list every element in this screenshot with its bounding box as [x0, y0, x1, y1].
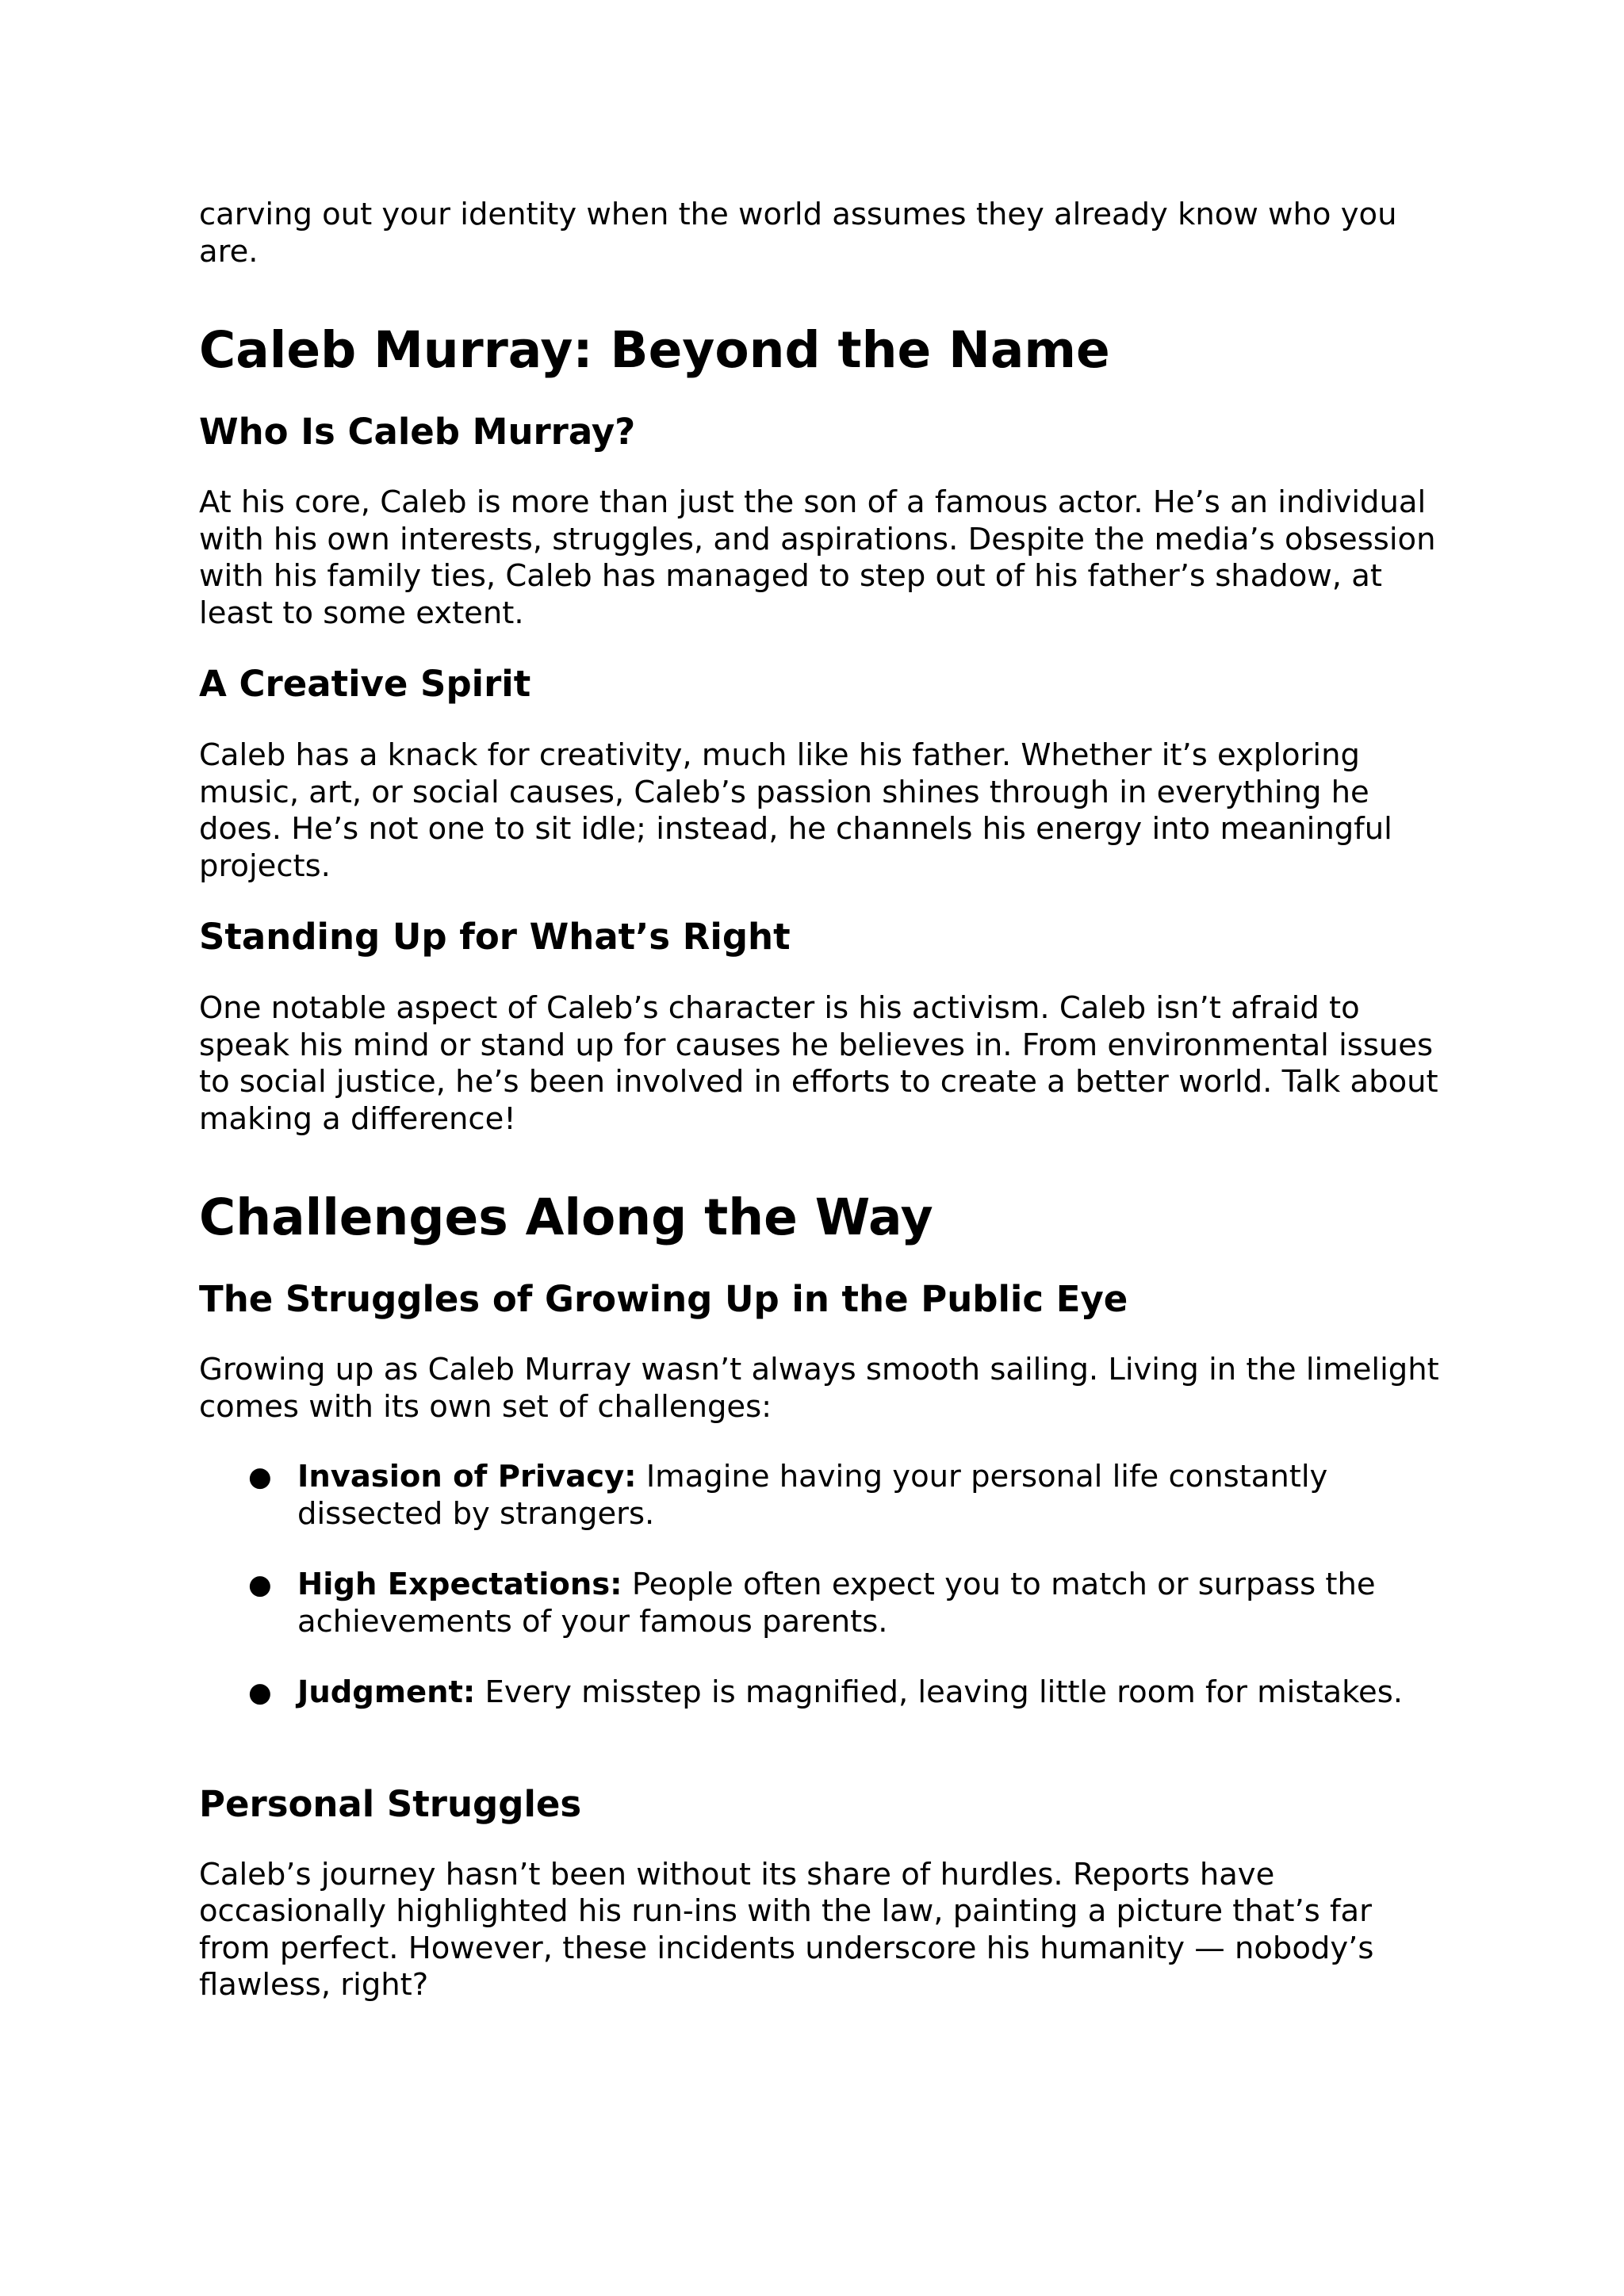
section-heading-beyond-the-name: Caleb Murray: Beyond the Name	[199, 321, 1110, 379]
challenges-list	[199, 1459, 1452, 1712]
list-item-text: Every misstep is magnified, leaving little room for mistakes.	[475, 1674, 1404, 1710]
list-item-term: Invasion of Privacy:	[297, 1459, 637, 1494]
subheading-standing-up: Standing Up for What’s Right	[199, 916, 791, 958]
paragraph-public-eye: Growing up as Caleb Murray wasn’t always smooth sailing. Living in the limelight comes with its own set of challenges:	[199, 1352, 1439, 1425]
bullet-icon: ●	[248, 1677, 272, 1709]
paragraph-creative-spirit: Caleb has a knack for creativity, much like his father. Whether it’s exploring music, art, or social causes, Caleb’s passion shines through in everything he does. He’s not one to sit idle; instead, he channels his energy into meaningful projects.	[199, 737, 1392, 884]
bullet-icon: ●	[248, 1569, 272, 1601]
list-item-text: People often expect you to match or surpass the achievements of your famous parents.	[297, 1567, 1376, 1640]
intro-paragraph: carving out your identity when the world assumes they already know who you are.	[199, 197, 1397, 270]
subheading-who-is-caleb: Who Is Caleb Murray?	[199, 411, 636, 453]
bullet-icon: ●	[248, 1461, 272, 1493]
subheading-public-eye: The Struggles of Growing Up in the Public Eye	[199, 1278, 1128, 1320]
list-item-term: High Expectations:	[297, 1567, 622, 1602]
list-item	[199, 1567, 1452, 1640]
section-heading-challenges: Challenges Along the Way	[199, 1188, 933, 1246]
subheading-creative-spirit: A Creative Spirit	[199, 663, 531, 705]
list-item	[199, 1459, 1452, 1533]
paragraph-standing-up: One notable aspect of Caleb’s character is his activism. Caleb isn’t afraid to speak his mind or stand up for causes he believes in. From environmental issues to social justice, he’s been involved in efforts to create a better world. Talk about making a difference!	[199, 990, 1438, 1137]
list-item-term: Judgment:	[297, 1674, 476, 1710]
paragraph-who-is-caleb: At his core, Caleb is more than just the son of a famous actor. He’s an individual with his own interests, struggles, and aspirations. Despite the media’s obsession with his family ties, Caleb has managed to step out of his father’s shadow, at least to some extent.	[199, 484, 1436, 631]
paragraph-personal-struggles: Caleb’s journey hasn’t been without its share of hurdles. Reports have occasionally highlighted his run-ins with the law, painting a picture that’s far from perfect. However, these incidents underscore his humanity — nobody’s flawless, right?	[199, 1856, 1374, 2003]
document-page	[199, 197, 1452, 2004]
list-item	[199, 1674, 1452, 1712]
list-item-text: Imagine having your personal life constantly dissected by strangers.	[297, 1459, 1328, 1532]
subheading-personal-struggles: Personal Struggles	[199, 1782, 582, 1825]
